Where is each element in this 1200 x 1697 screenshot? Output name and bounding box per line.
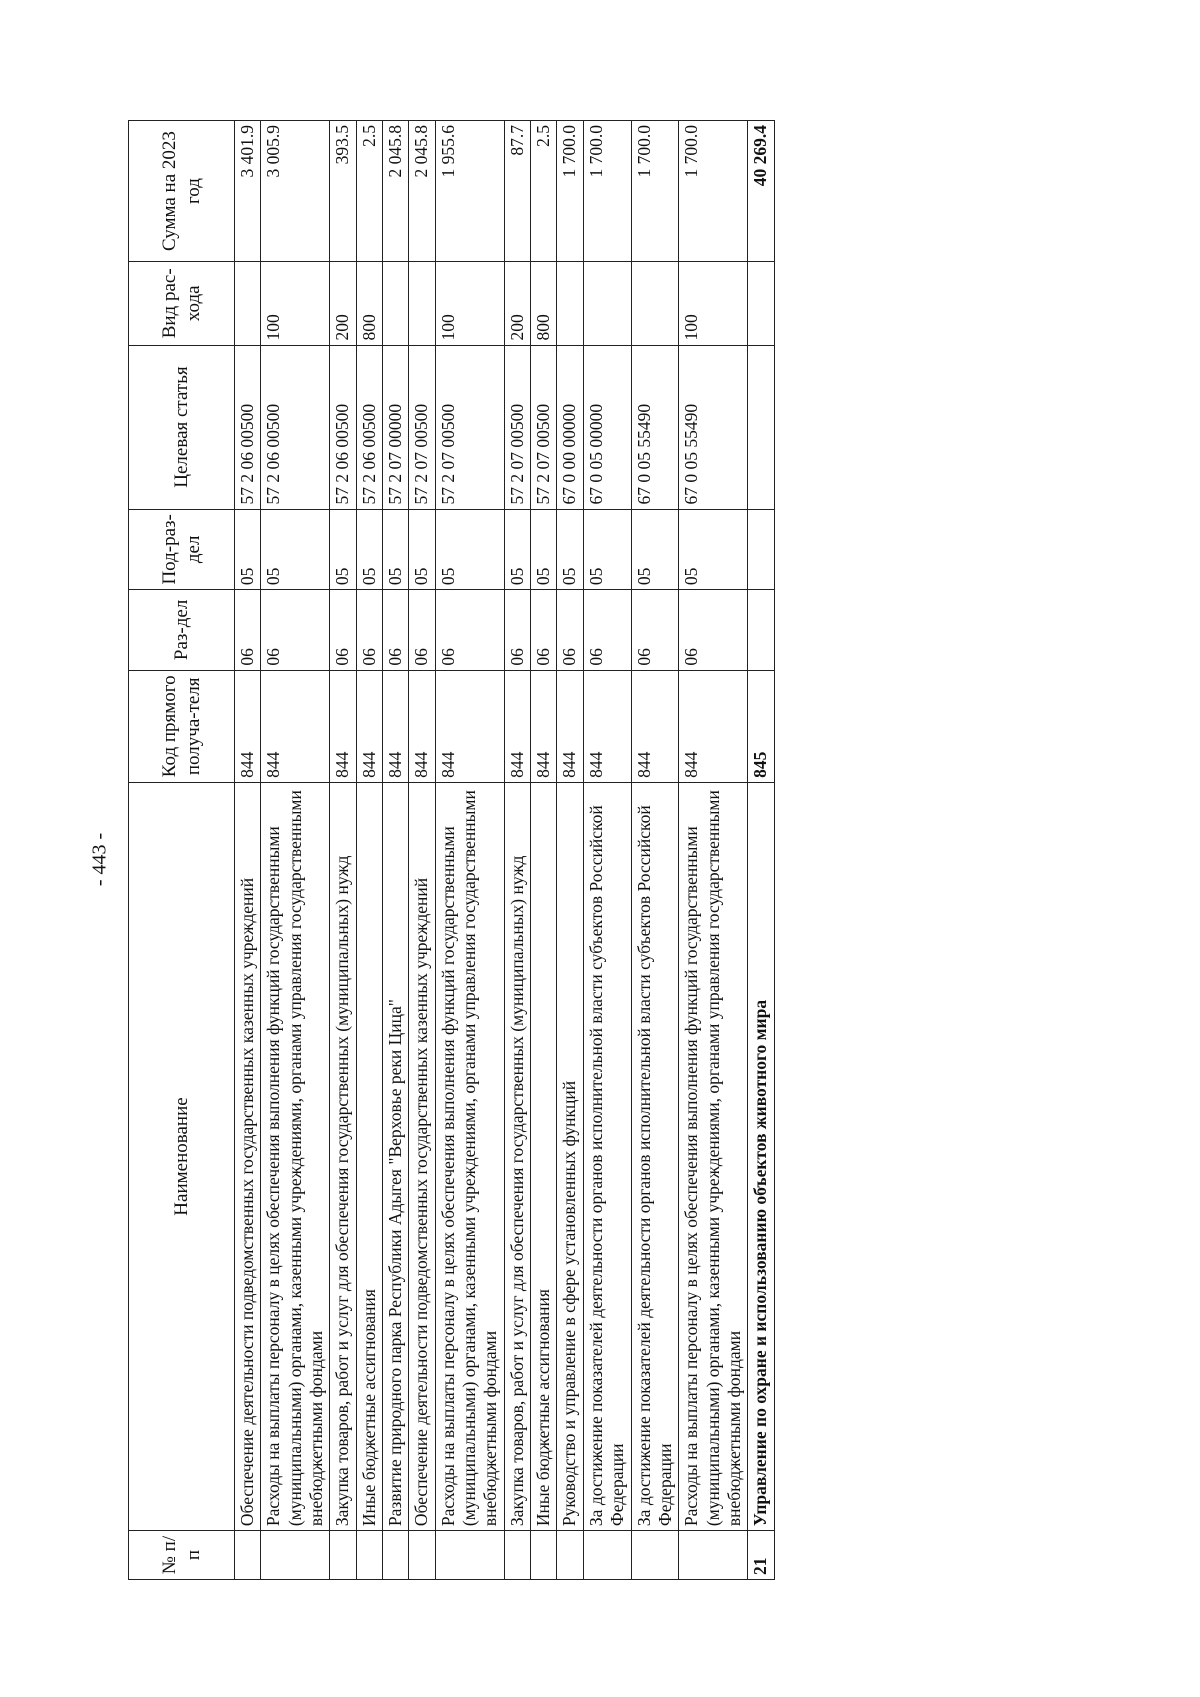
row-expense-type [383, 262, 409, 345]
row-target-article: 57 2 07 00500 [435, 345, 504, 509]
budget-table [128, 120, 775, 1580]
row-recipient-code: 844 [531, 670, 557, 782]
row-amount: 393.5 [330, 121, 356, 262]
row-subsection: 05 [583, 509, 631, 590]
row-name: Управление по охране и использованию объектов животного мира [748, 782, 774, 1530]
header-num: № п/п [129, 1531, 235, 1580]
row-section: 06 [235, 590, 261, 671]
row-name: Иные бюджетные ассигнования [531, 782, 557, 1530]
row-subsection: 05 [531, 509, 557, 590]
row-num [409, 1531, 435, 1580]
row-name: Закупка товаров, работ и услуг для обеспечения государственных (муниципальных) нужд [330, 782, 356, 1530]
row-target-article: 67 0 00 00000 [557, 345, 583, 509]
row-amount: 1 955.6 [435, 121, 504, 262]
row-recipient-code: 844 [631, 670, 679, 782]
header-name: Наименование [129, 782, 235, 1530]
row-num [383, 1531, 409, 1580]
row-subsection: 05 [504, 509, 530, 590]
table-row [748, 121, 774, 1580]
row-num [583, 1531, 631, 1580]
row-section: 06 [409, 590, 435, 671]
row-target-article: 57 2 07 00500 [531, 345, 557, 509]
row-expense-type [748, 262, 774, 345]
row-expense-type [583, 262, 631, 345]
row-subsection: 05 [356, 509, 382, 590]
row-section: 06 [383, 590, 409, 671]
header-expense-type: Вид рас-хода [129, 262, 235, 345]
row-recipient-code: 844 [235, 670, 261, 782]
row-amount: 2.5 [531, 121, 557, 262]
row-section: 06 [557, 590, 583, 671]
table-row [356, 121, 382, 1580]
header-recipient: Код прямого получа-теля [129, 670, 235, 782]
row-subsection: 05 [631, 509, 679, 590]
row-amount: 2 045.8 [409, 121, 435, 262]
row-num: 21 [748, 1531, 774, 1580]
table-row [261, 121, 330, 1580]
row-name: Руководство и управление в сфере установленных функций [557, 782, 583, 1530]
page-number: - 443 - [88, 832, 111, 887]
row-recipient-code: 844 [383, 670, 409, 782]
header-subsection: Под-раз-дел [129, 509, 235, 590]
row-target-article: 67 0 05 00000 [583, 345, 631, 509]
row-amount: 87.7 [504, 121, 530, 262]
row-num [504, 1531, 530, 1580]
row-num [435, 1531, 504, 1580]
row-expense-type [235, 262, 261, 345]
row-target-article: 57 2 07 00500 [504, 345, 530, 509]
row-expense-type: 800 [356, 262, 382, 345]
row-num [235, 1531, 261, 1580]
row-subsection: 05 [557, 509, 583, 590]
row-expense-type [557, 262, 583, 345]
table-header-row [129, 121, 235, 1580]
row-recipient-code: 844 [435, 670, 504, 782]
table-row [504, 121, 530, 1580]
row-amount: 1 700.0 [583, 121, 631, 262]
row-recipient-code: 844 [330, 670, 356, 782]
row-num [531, 1531, 557, 1580]
row-target-article: 57 2 07 00000 [383, 345, 409, 509]
row-name: За достижение показателей деятельности органов исполнительной власти субъектов Российской Федерации [631, 782, 679, 1530]
row-name: Расходы на выплаты персоналу в целях обеспечения выполнения функций государственными (муниципальными) органами, казенными учреждениями, органами управления государственными внебюджетными фондами [261, 782, 330, 1530]
row-amount: 1 700.0 [679, 121, 748, 262]
row-section [748, 590, 774, 671]
row-name: Иные бюджетные ассигнования [356, 782, 382, 1530]
row-num [679, 1531, 748, 1580]
row-expense-type [409, 262, 435, 345]
row-expense-type: 100 [261, 262, 330, 345]
row-section: 06 [330, 590, 356, 671]
header-target: Целевая статья [129, 345, 235, 509]
row-expense-type: 200 [330, 262, 356, 345]
row-section: 06 [631, 590, 679, 671]
row-target-article: 57 2 06 00500 [356, 345, 382, 509]
row-recipient-code: 844 [557, 670, 583, 782]
row-recipient-code: 845 [748, 670, 774, 782]
row-section: 06 [261, 590, 330, 671]
row-recipient-code: 844 [356, 670, 382, 782]
row-subsection: 05 [261, 509, 330, 590]
row-section: 06 [531, 590, 557, 671]
row-target-article: 67 0 05 55490 [631, 345, 679, 509]
header-section: Раз-дел [129, 590, 235, 671]
row-subsection: 05 [435, 509, 504, 590]
row-name: Развитие природного парка Республики Адыгея "Верховье реки Цица" [383, 782, 409, 1530]
row-subsection: 05 [330, 509, 356, 590]
row-section: 06 [356, 590, 382, 671]
row-recipient-code: 844 [679, 670, 748, 782]
row-expense-type: 100 [679, 262, 748, 345]
row-target-article: 57 2 07 00500 [409, 345, 435, 509]
row-recipient-code: 844 [261, 670, 330, 782]
row-target-article [748, 345, 774, 509]
table-row [531, 121, 557, 1580]
row-amount: 2.5 [356, 121, 382, 262]
row-num [557, 1531, 583, 1580]
row-name: Расходы на выплаты персоналу в целях обеспечения выполнения функций государственными (муниципальными) органами, казенными учреждениями, органами управления государственными внебюджетными фондами [679, 782, 748, 1530]
row-subsection: 05 [409, 509, 435, 590]
row-subsection: 05 [383, 509, 409, 590]
row-amount: 3 005.9 [261, 121, 330, 262]
row-section: 06 [435, 590, 504, 671]
row-expense-type: 100 [435, 262, 504, 345]
row-target-article: 57 2 06 00500 [330, 345, 356, 509]
row-subsection: 05 [679, 509, 748, 590]
row-expense-type: 800 [531, 262, 557, 345]
row-num [631, 1531, 679, 1580]
row-num [261, 1531, 330, 1580]
table-row [409, 121, 435, 1580]
row-num [330, 1531, 356, 1580]
table-row [330, 121, 356, 1580]
row-num [356, 1531, 382, 1580]
row-amount: 3 401.9 [235, 121, 261, 262]
table-row [679, 121, 748, 1580]
row-recipient-code: 844 [504, 670, 530, 782]
row-recipient-code: 844 [583, 670, 631, 782]
table-row [631, 121, 679, 1580]
row-subsection: 05 [235, 509, 261, 590]
header-amount: Сумма на 2023 год [129, 121, 235, 262]
row-section: 06 [679, 590, 748, 671]
row-name: Закупка товаров, работ и услуг для обеспечения государственных (муниципальных) нужд [504, 782, 530, 1530]
row-section: 06 [583, 590, 631, 671]
row-target-article: 57 2 06 00500 [261, 345, 330, 509]
row-expense-type [631, 262, 679, 345]
row-name: За достижение показателей деятельности органов исполнительной власти субъектов Российской Федерации [583, 782, 631, 1530]
table-container [128, 120, 948, 1580]
row-name: Расходы на выплаты персоналу в целях обеспечения выполнения функций государственными (муниципальными) органами, казенными учреждениями, органами управления государственными внебюджетными фондами [435, 782, 504, 1530]
table-row [557, 121, 583, 1580]
row-name: Обеспечение деятельности подведомственных государственных казенных учреждений [409, 782, 435, 1530]
table-row [235, 121, 261, 1580]
row-target-article: 57 2 06 00500 [235, 345, 261, 509]
row-amount: 1 700.0 [557, 121, 583, 262]
row-target-article: 67 0 05 55490 [679, 345, 748, 509]
row-name: Обеспечение деятельности подведомственных государственных казенных учреждений [235, 782, 261, 1530]
table-row [383, 121, 409, 1580]
row-recipient-code: 844 [409, 670, 435, 782]
row-amount: 1 700.0 [631, 121, 679, 262]
row-expense-type: 200 [504, 262, 530, 345]
row-section: 06 [504, 590, 530, 671]
table-row [435, 121, 504, 1580]
row-amount: 40 269.4 [748, 121, 774, 262]
row-subsection [748, 509, 774, 590]
table-row [583, 121, 631, 1580]
row-amount: 2 045.8 [383, 121, 409, 262]
